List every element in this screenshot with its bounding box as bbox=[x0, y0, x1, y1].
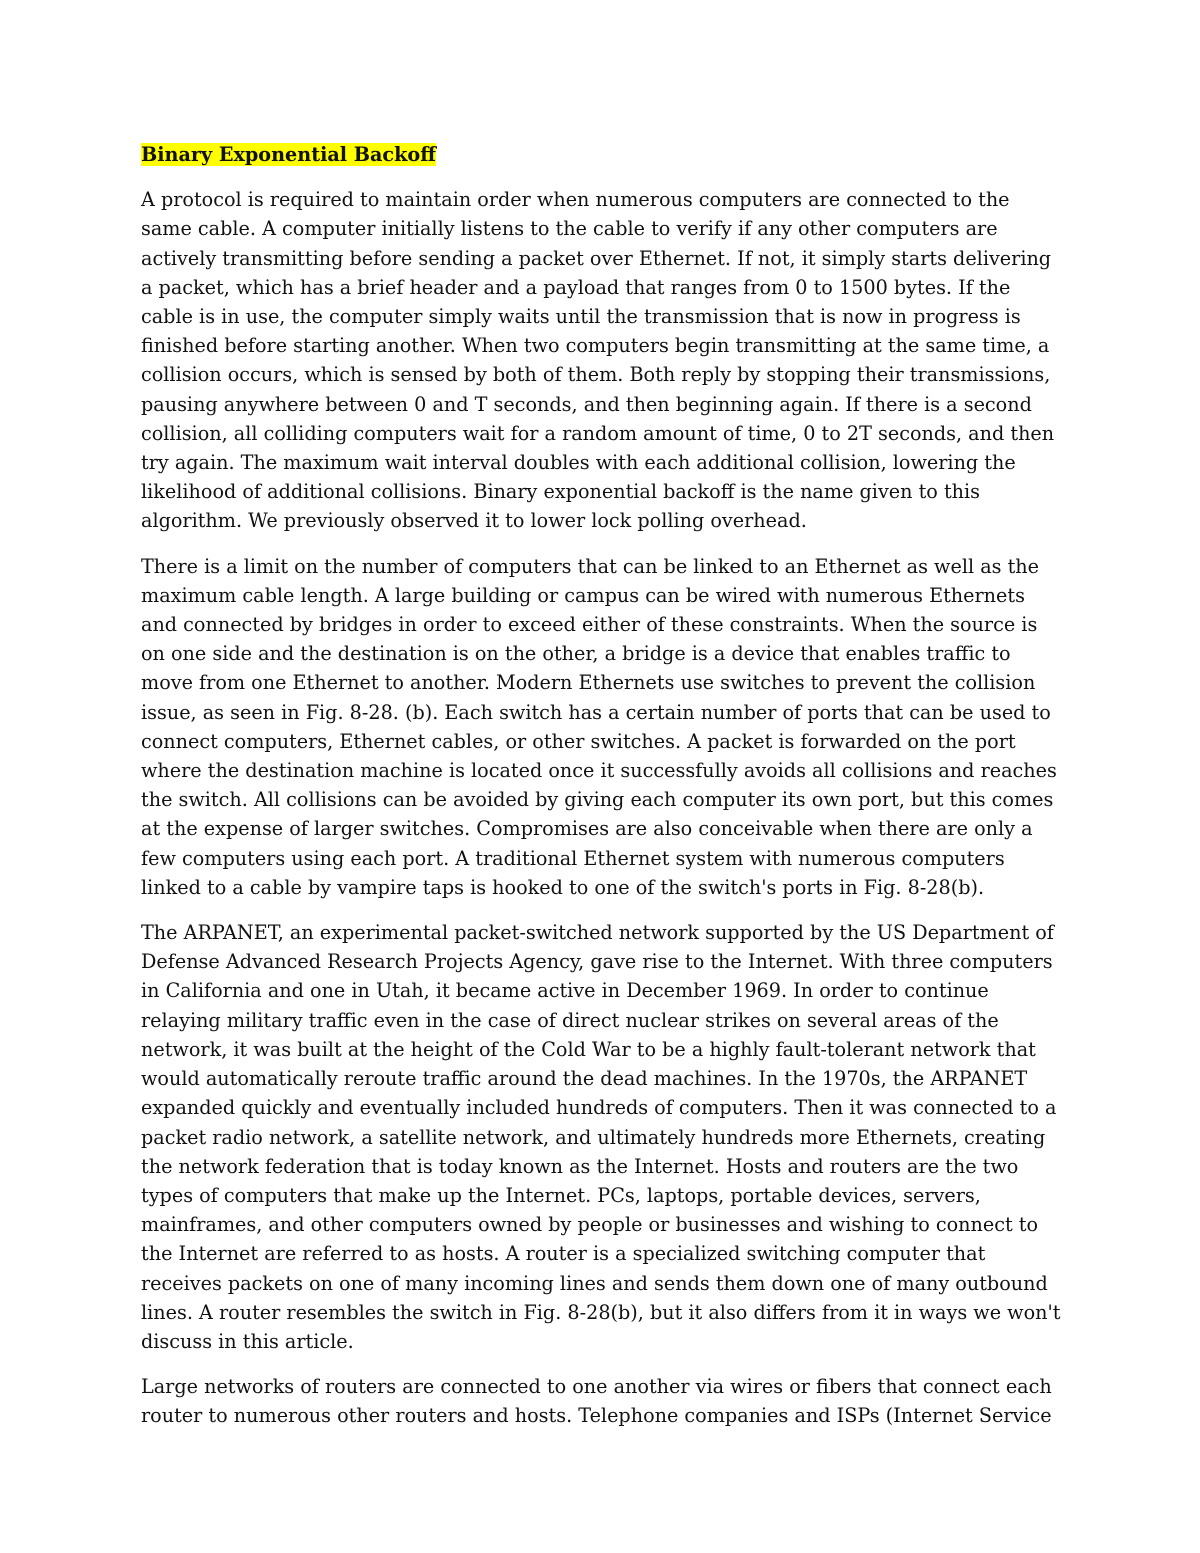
document-body bbox=[141, 140, 1061, 1447]
heading-highlight: Binary Exponential Backoff bbox=[141, 143, 436, 166]
section-heading bbox=[141, 140, 1061, 169]
paragraph-ethernet-limits: There is a limit on the number of computers that can be linked to an Ethernet as well as the maximum cable length. A large building or campus can be wired with numerous Ethernets and connected by bridges in order to exceed either of these constraints. When the source is on one side and the destination is on the other, a bridge is a device that enables traffic to move from one Ethernet to another. Modern Ethernets use switches to prevent the collision issue, as seen in Fig. 8-28. (b). Each switch has a certain number of ports that can be used to connect computers, Ethernet cables, or other switches. A packet is forwarded on the port where the destination machine is located once it successfully avoids all collisions and reaches the switch. All collisions can be avoided by giving each computer its own port, but this comes at the expense of larger switches. Compromises are also conceivable when there are only a few computers using each port. A traditional Ethernet system with numerous computers linked to a cable by vampire taps is hooked to one of the switch's ports in Fig. 8-28(b). bbox=[141, 554, 1057, 899]
paragraph-arpanet: The ARPANET, an experimental packet-switched network supported by the US Department of Defense Advanced Research Projects Agency, gave rise to the Internet. With three computers in California and one in Utah, it became active in December 1969. In order to continue relaying military traffic even in the case of direct nuclear strikes on several areas of the network, it was built at the height of the Cold War to be a highly fault-tolerant network that would automatically reroute traffic around the dead machines. In the 1970s, the ARPANET expanded quickly and eventually included hundreds of computers. Then it was connected to a packet radio network, a satellite network, and ultimately hundreds more Ethernets, creating the network federation that is today known as the Internet. Hosts and routers are the two types of computers that make up the Internet. PCs, laptops, portable devices, servers, mainframes, and other computers owned by people or businesses and wishing to connect to the Internet are referred to as hosts. A router is a specialized switching computer that receives packets on one of many incoming lines and sends them down one of many outbound lines. A router resembles the switch in Fig. 8-28(b), but it also differs from it in ways we won't discuss in this article. bbox=[141, 921, 1061, 1353]
paragraph-backoff: A protocol is required to maintain order when numerous computers are connected to the same cable. A computer initially listens to the cable to verify if any other computers are actively transmitting before sending a packet over Ethernet. If not, it simply starts delivering a packet, which has a brief header and a payload that ranges from 0 to 1500 bytes. If the cable is in use, the computer simply waits until the transmission that is now in progress is finished before starting another. When two computers begin transmitting at the same time, a collision occurs, which is sensed by both of them. Both reply by stopping their transmissions, pausing anywhere between 0 and T seconds, and then beginning again. If there is a second collision, all colliding computers wait for a random amount of time, 0 to 2T seconds, and then try again. The maximum wait interval doubles with each additional collision, lowering the likelihood of additional collisions. Binary exponential backoff is the name given to this algorithm. We previously observed it to lower lock polling overhead. bbox=[141, 188, 1055, 533]
paragraph-router-networks: Large networks of routers are connected to one another via wires or fibers that connect each router to numerous other routers and hosts. Telephone companies and ISPs (Internet Service bbox=[141, 1375, 1052, 1428]
